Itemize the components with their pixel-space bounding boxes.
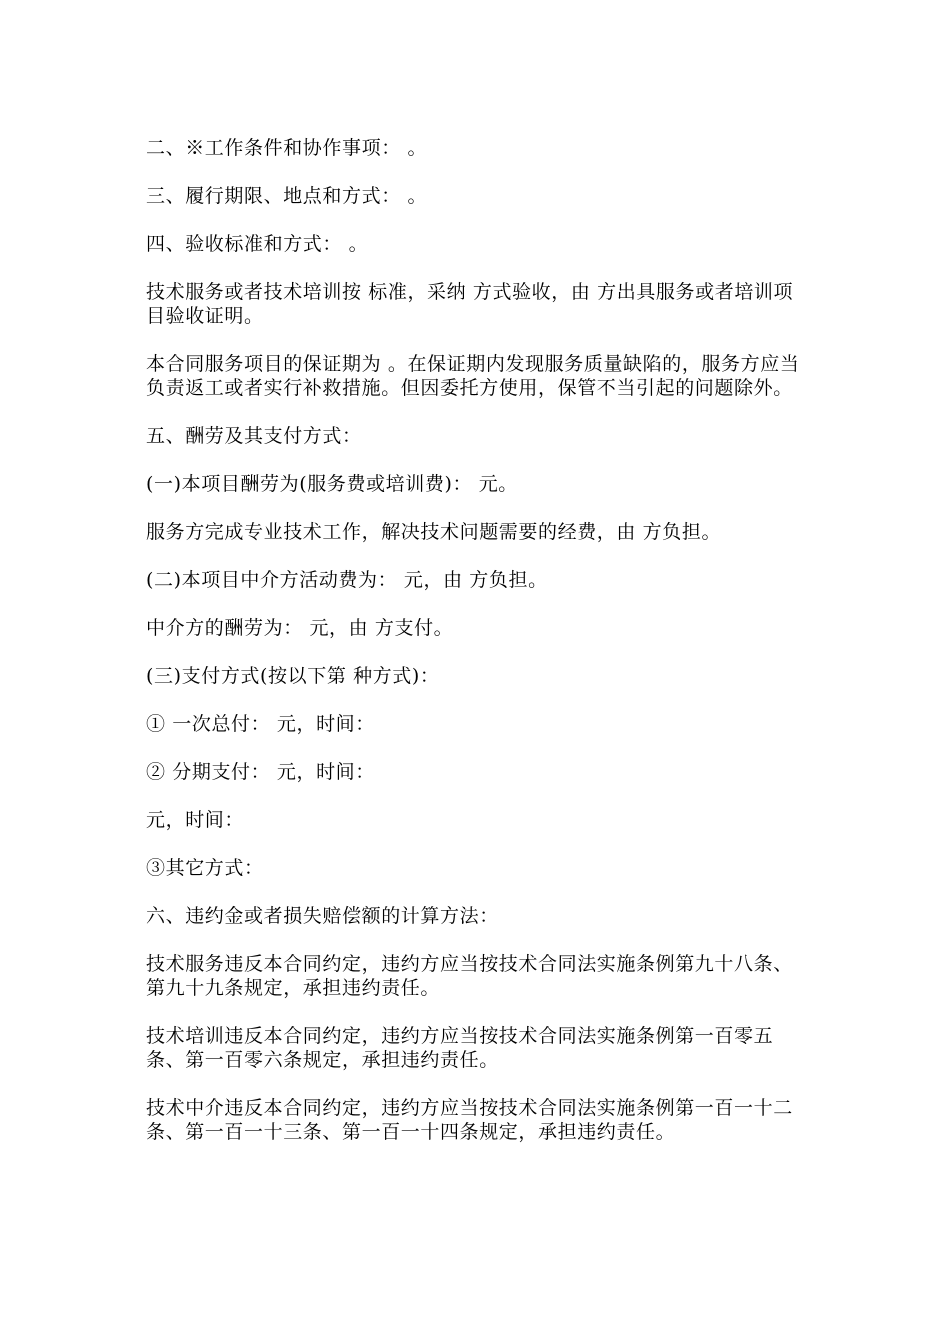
clause-acceptance-standard: 四、验收标准和方式： 。 xyxy=(146,233,369,255)
paragraph-intermediary-breach: 技术中介违反本合同约定，违约方应当按技术合同法实施条例第一百一十二条、第一百一十三条、第一百一十四条规定，承担违约责任。 xyxy=(146,1097,793,1143)
paragraph-warranty-period: 本合同服务项目的保证期为 。在保证期内发现服务质量缺陷的，服务方应当负责返工或者实行补救措施。但因委托方使用，保管不当引起的问题除外。 xyxy=(146,353,800,399)
option-installment: ② 分期支付： 元，时间： xyxy=(146,761,375,783)
clause-work-conditions: 二、※工作条件和协作事项： 。 xyxy=(146,137,428,159)
installment-line: 元，时间： xyxy=(146,809,245,831)
paragraph-service-breach: 技术服务违反本合同约定，违约方应当按技术合同法实施条例第九十八条、第九十九条规定，承担违约责任。 xyxy=(146,953,793,999)
item-project-remuneration: (一)本项目酬劳为(服务费或培训费)： 元。 xyxy=(146,473,518,495)
document-body xyxy=(146,136,810,1168)
clause-remuneration: 五、酬劳及其支付方式： xyxy=(146,425,362,447)
option-other: ③其它方式： xyxy=(146,857,264,879)
clause-performance-period: 三、履行期限、地点和方式： 。 xyxy=(146,185,428,207)
paragraph-intermediary-remuneration: 中介方的酬劳为： 元，由 方支付。 xyxy=(146,617,454,639)
paragraph-expense-bearer: 服务方完成专业技术工作，解决技术问题需要的经费，由 方负担。 xyxy=(146,521,722,543)
paragraph-acceptance-method: 技术服务或者技术培训按 标准，采纳 方式验收，由 方出具服务或者培训项目验收证明。 xyxy=(146,281,794,327)
item-payment-method: (三)支付方式(按以下第 种方式)： xyxy=(146,665,440,687)
paragraph-training-breach: 技术培训违反本合同约定，违约方应当按技术合同法实施条例第一百零五条、第一百零六条规定，承担违约责任。 xyxy=(146,1025,774,1071)
item-intermediary-fee: (二)本项目中介方活动费为： 元，由 方负担。 xyxy=(146,569,548,591)
option-lump-sum: ① 一次总付： 元，时间： xyxy=(146,713,375,735)
clause-liquidated-damages: 六、违约金或者损失赔偿额的计算方法： xyxy=(146,905,499,927)
